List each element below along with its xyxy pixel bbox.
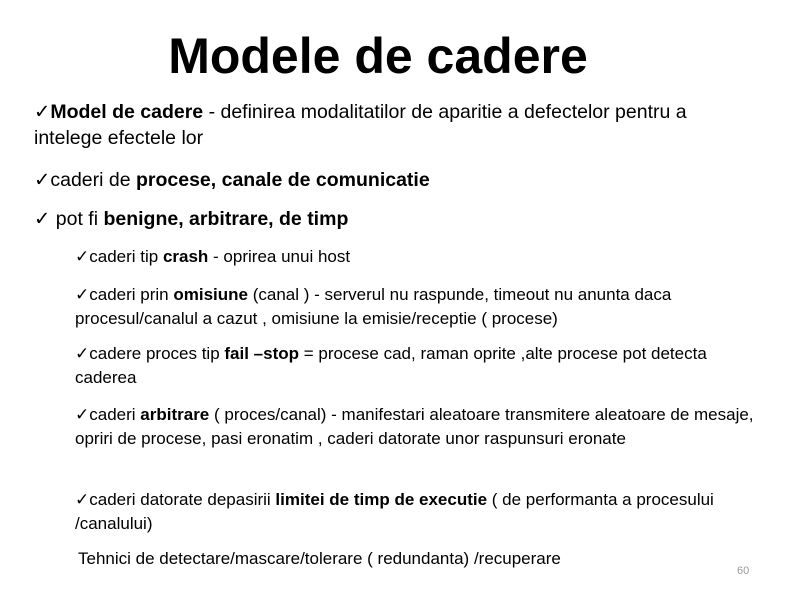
subbullet-limita-timp — [75, 488, 765, 536]
bullet-text-after: ( de performanta a procesului /canalului) — [75, 490, 714, 533]
bullet-bold-text: crash — [162, 247, 209, 266]
bullet-text-after: (canal ) - serverul nu raspunde, timeout nu anunta daca procesul/canalul a cazut , omisiune la emisie/receptie ( procese) — [75, 285, 672, 328]
bullet-bold-text: omisiune — [173, 285, 248, 304]
bullet-bold-text: fail –stop — [224, 344, 300, 363]
check-icon: ✓ — [75, 490, 90, 509]
bullet-text: pot fi — [50, 208, 104, 230]
bullet-bold-text: arbitrare — [140, 405, 210, 424]
bullet-text: cadere proces tip — [89, 344, 225, 363]
check-icon: ✓ — [75, 405, 90, 424]
bullet-text: - definirea modalitatilor de aparitie a defectelor pentru a intelege efectele lor — [34, 101, 687, 149]
check-icon: ✓ — [34, 208, 51, 230]
bullet-bold-text: procese, canale de comunicatie — [135, 169, 430, 191]
slide-title: Modele de cadere — [168, 28, 588, 84]
page-number: 60 — [737, 565, 750, 577]
bullet-bold-text: Model de cadere — [50, 101, 204, 123]
bullet-text: caderi datorate depasirii — [89, 490, 276, 509]
subbullet-crash — [75, 245, 765, 269]
footer-text: Tehnici de detectare/mascare/tolerare ( redundanta) /recuperare — [78, 549, 561, 568]
subbullet-omisiune — [75, 283, 765, 331]
check-icon: ✓ — [34, 101, 51, 123]
subbullet-fail-stop — [75, 342, 765, 390]
bullet-pot-fi — [34, 206, 754, 232]
bullet-model-de-cadere — [34, 99, 754, 151]
check-icon: ✓ — [75, 344, 90, 363]
check-icon: ✓ — [75, 285, 90, 304]
bullet-bold-text: limitei de timp de executie — [275, 490, 488, 509]
check-icon: ✓ — [34, 169, 51, 191]
bullet-text: caderi — [89, 405, 141, 424]
bullet-text-after: = procese cad, raman oprite ,alte procese pot detecta caderea — [75, 344, 707, 387]
bullet-text: caderi prin — [89, 285, 174, 304]
bullet-text: caderi tip — [89, 247, 163, 266]
bullet-caderi-procese — [34, 167, 754, 193]
subbullet-arbitrare — [75, 403, 765, 451]
bullet-text: caderi de — [50, 169, 136, 191]
bullet-text-after: - oprirea unui host — [208, 247, 351, 266]
check-icon: ✓ — [75, 247, 90, 266]
bullet-text-after: ( proces/canal) - manifestari aleatoare transmitere aleatoare de mesaje, opriri de procese, pasi eronatim , caderi datorate unor raspunsuri eronate — [75, 405, 754, 448]
bullet-bold-text: benigne, arbitrare, de timp — [103, 208, 349, 230]
